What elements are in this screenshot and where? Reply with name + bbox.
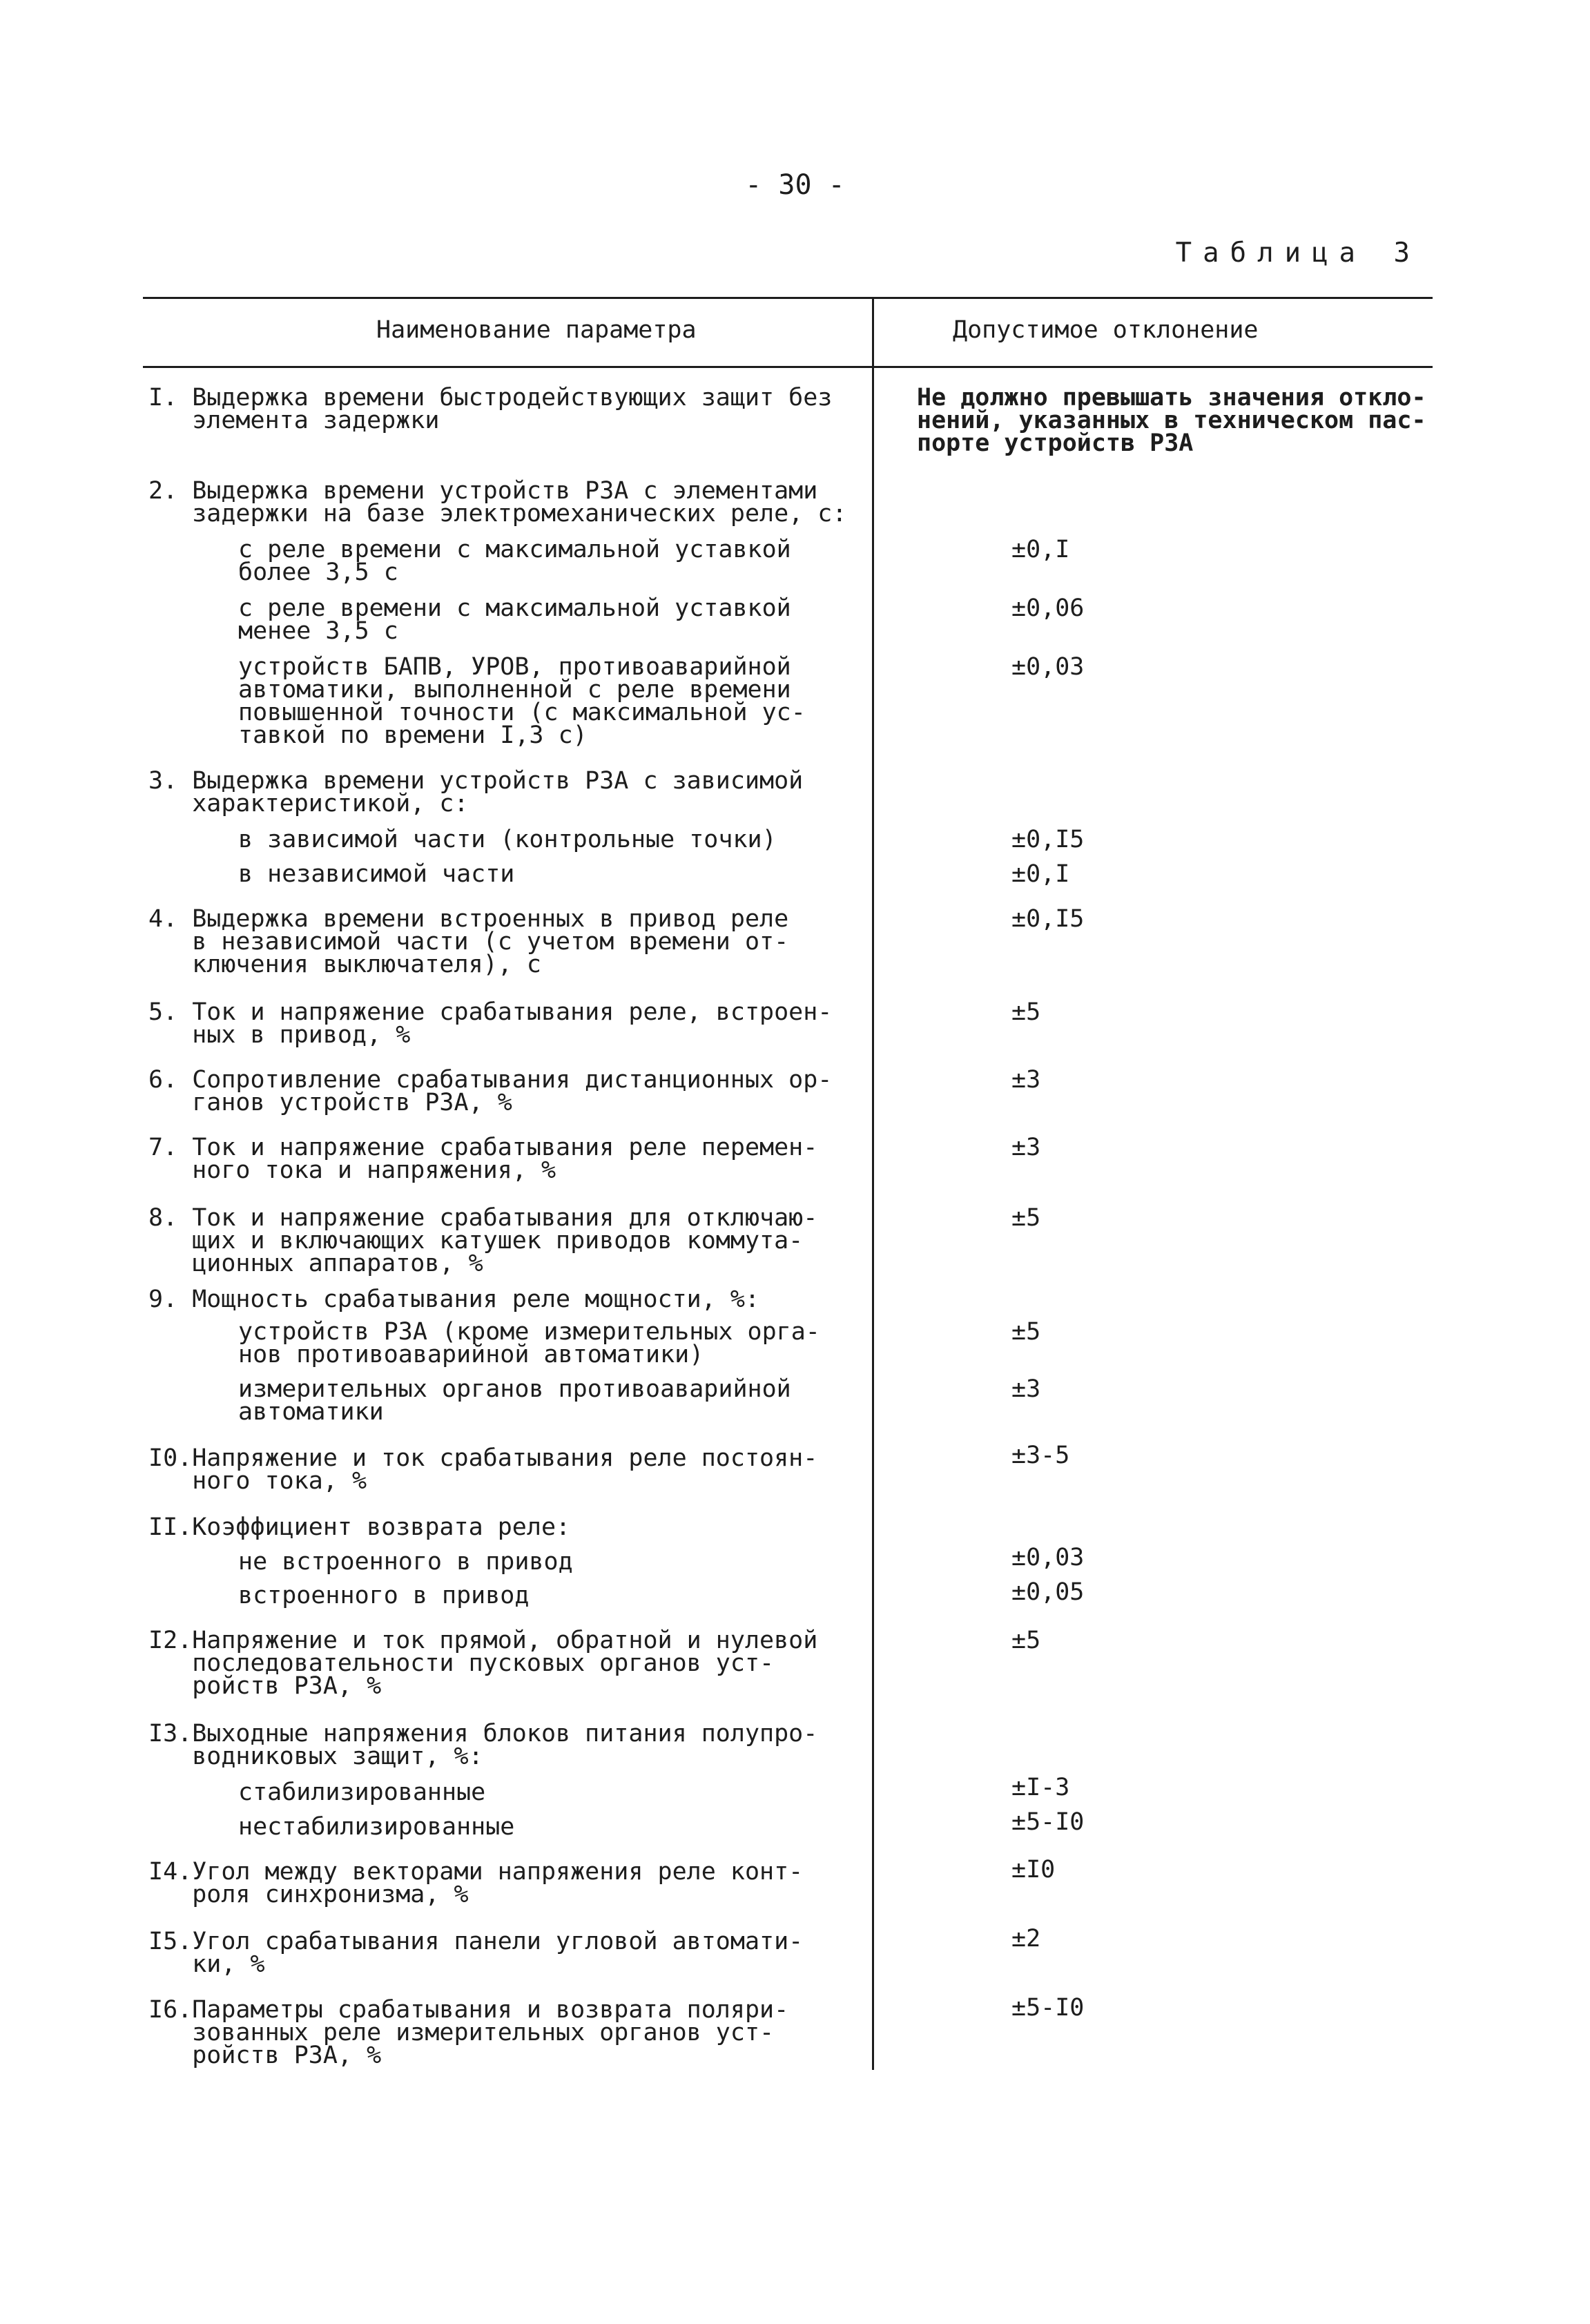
row-14-line-1: I4.Угол между векторами напряжения реле конт- <box>148 1858 804 1886</box>
row-16-line-2: зованных реле измерительных органов уст- <box>148 2019 775 2046</box>
row-7-value: ±3 <box>1011 1134 1041 1161</box>
row-6-line-1: 6. Сопротивление срабатывания дистанционных ор- <box>148 1066 833 1094</box>
header-deviation: Допустимое отклонение <box>953 316 1259 344</box>
row-9-value-b: ±3 <box>1011 1375 1041 1403</box>
page-number: - 30 - <box>745 169 845 201</box>
row-2-sub-c-1: устройств БАПВ, УРОВ, противоаварийной <box>238 653 791 681</box>
row-6-value: ±3 <box>1011 1066 1041 1094</box>
row-9-line-1: 9. Мощность срабатывания реле мощности, %: <box>148 1286 760 1313</box>
row-2-sub-b-1: с реле времени с максимальной уставкой <box>238 594 791 622</box>
row-13-line-2: водниковых защит, %: <box>148 1743 483 1770</box>
row-12-line-3: ройств РЗА, % <box>148 1672 382 1700</box>
row-11-line-1: II.Коэффициент возврата реле: <box>148 1513 571 1541</box>
table-caption: Таблица 3 <box>1175 238 1421 269</box>
row-15-line-2: ки, % <box>148 1950 265 1978</box>
row-2-line-1: 2. Выдержка времени устройств РЗА с элементами <box>148 477 818 505</box>
row-1-deviation-2: нений, указанных в техническом пас- <box>917 407 1426 434</box>
row-13-sub-b: нестабилизированные <box>238 1813 515 1841</box>
row-8-line-2: щих и включающих катушек приводов коммута- <box>148 1227 804 1255</box>
row-3-value-b: ±0,I <box>1011 860 1070 888</box>
row-11-value-a: ±0,03 <box>1011 1544 1085 1571</box>
row-10-value: ±3-5 <box>1011 1442 1070 1469</box>
row-3-line-2: характеристикой, с: <box>148 790 469 817</box>
row-2-value-a: ±0,I <box>1011 536 1070 563</box>
row-3-sub-a: в зависимой части (контрольные точки) <box>238 826 777 853</box>
row-4-value: ±0,I5 <box>1011 905 1085 933</box>
row-15-value: ±2 <box>1011 1925 1041 1953</box>
row-9-sub-b-2: автоматики <box>238 1398 384 1426</box>
row-16-line-3: ройств РЗА, % <box>148 2042 382 2069</box>
row-8-value: ±5 <box>1011 1204 1041 1232</box>
column-divider <box>872 297 874 2070</box>
row-10-line-2: ного тока, % <box>148 1467 367 1495</box>
row-13-sub-a: стабилизированные <box>238 1779 486 1806</box>
row-13-value-b: ±5-I0 <box>1011 1808 1085 1836</box>
row-2-value-c: ±0,03 <box>1011 653 1085 681</box>
table-top-rule <box>143 297 1433 299</box>
header-param: Наименование параметра <box>376 316 697 344</box>
row-7-line-2: ного тока и напряжения, % <box>148 1156 556 1184</box>
row-8-line-3: ционных аппаратов, % <box>148 1250 483 1277</box>
row-5-line-2: ных в привод, % <box>148 1021 411 1049</box>
row-1-line-1: I. Выдержка времени быстродействующих защит без <box>148 384 833 411</box>
row-3-sub-b: в независимой части <box>238 860 515 888</box>
row-16-line-1: I6.Параметры срабатывания и возврата поляри- <box>148 1996 789 2024</box>
row-11-sub-b: встроенного в привод <box>238 1582 530 1609</box>
row-5-line-1: 5. Ток и напряжение срабатывания реле, встроен- <box>148 998 833 1026</box>
row-10-line-1: I0.Напряжение и ток срабатывания реле постоян- <box>148 1444 818 1472</box>
row-16-value: ±5-I0 <box>1011 1994 1085 2022</box>
row-4-line-3: ключения выключателя), с <box>148 951 541 978</box>
row-11-value-b: ±0,05 <box>1011 1578 1085 1606</box>
row-5-value: ±5 <box>1011 998 1041 1026</box>
row-7-line-1: 7. Ток и напряжение срабатывания реле перемен- <box>148 1134 818 1161</box>
row-12-value: ±5 <box>1011 1627 1041 1654</box>
row-9-sub-a-2: нов противоаварийной автоматики) <box>238 1341 704 1368</box>
row-6-line-2: ганов устройств РЗА, % <box>148 1089 512 1116</box>
row-1-deviation-3: порте устройств РЗА <box>917 429 1194 457</box>
row-12-line-2: последовательности пусковых органов уст- <box>148 1649 775 1677</box>
row-15-line-1: I5.Угол срабатывания панели угловой автомати- <box>148 1928 804 1955</box>
row-2-sub-c-4: тавкой по времени I,3 с) <box>238 722 588 749</box>
row-4-line-1: 4. Выдержка времени встроенных в привод реле <box>148 905 789 933</box>
row-13-value-a: ±I-3 <box>1011 1774 1070 1801</box>
row-2-line-2: задержки на базе электромеханических реле, с: <box>148 500 847 527</box>
row-12-line-1: I2.Напряжение и ток прямой, обратной и нулевой <box>148 1627 818 1654</box>
row-1-line-2: элемента задержки <box>148 407 440 434</box>
row-3-line-1: 3. Выдержка времени устройств РЗА с зависимой <box>148 767 804 795</box>
row-14-value: ±I0 <box>1011 1856 1056 1884</box>
row-9-sub-a-1: устройств РЗА (кроме измерительных орга- <box>238 1318 820 1346</box>
row-9-value-a: ±5 <box>1011 1318 1041 1346</box>
row-2-sub-a-1: с реле времени с максимальной уставкой <box>238 536 791 563</box>
row-11-sub-a: не встроенного в привод <box>238 1548 573 1576</box>
row-2-sub-c-2: автоматики, выполненной с реле времени <box>238 676 791 704</box>
row-13-line-1: I3.Выходные напряжения блоков питания полупро- <box>148 1720 818 1747</box>
row-2-sub-a-2: более 3,5 с <box>238 559 398 586</box>
header-bottom-rule <box>143 366 1433 368</box>
row-2-sub-c-3: повышенной точности (с максимальной ус- <box>238 699 806 726</box>
row-8-line-1: 8. Ток и напряжение срабатывания для отключаю- <box>148 1204 818 1232</box>
row-2-sub-b-2: менее 3,5 с <box>238 617 398 645</box>
row-3-value-a: ±0,I5 <box>1011 826 1085 853</box>
row-4-line-2: в независимой части (с учетом времени от- <box>148 928 789 956</box>
row-2-value-b: ±0,06 <box>1011 594 1085 622</box>
row-9-sub-b-1: измерительных органов противоаварийной <box>238 1375 791 1403</box>
row-14-line-2: роля синхронизма, % <box>148 1881 469 1908</box>
row-1-deviation-1: Не должно превышать значения откло- <box>917 384 1426 411</box>
